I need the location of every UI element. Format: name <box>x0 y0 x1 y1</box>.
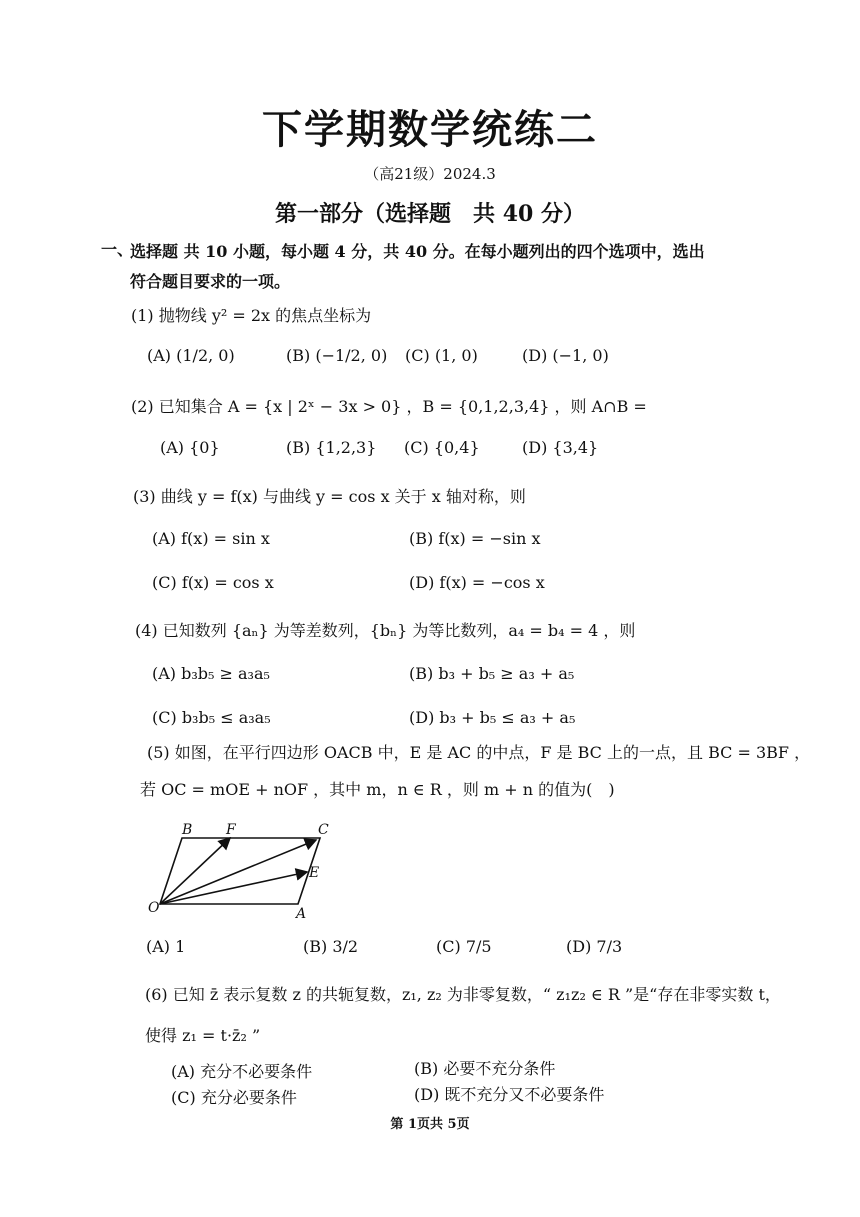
vector-oe <box>160 872 307 904</box>
question-4-option-c: (C) b₃b₅ ≤ a₃a₅ <box>152 708 271 727</box>
question-2-option-c: (C) {0,4} <box>404 438 480 457</box>
question-3-option-d: (D) f(x) = −cos x <box>409 573 545 592</box>
question-4-option-a: (A) b₃b₅ ≥ a₃a₅ <box>152 664 270 683</box>
question-4-option-b: (B) b₃ + b₅ ≥ a₃ + a₅ <box>409 664 575 683</box>
label-b: B <box>182 822 193 838</box>
question-2-option-d: (D) {3,4} <box>522 438 599 457</box>
question-5-option-b: (B) 3/2 <box>303 937 359 956</box>
page-title: 下学期数学统练二 <box>262 106 598 153</box>
label-a: A <box>296 906 307 920</box>
question-1-option-b: (B) (−1/2, 0) <box>286 346 388 365</box>
section-instructions: 选择题 共 10 小题，每小题 4 分，共 40 分。在每小题列出的四个选项中，选出符合题目要求的一项。 <box>130 242 705 291</box>
page-footer: 第 1页共 5页 <box>390 1117 470 1132</box>
parallelogram-figure <box>140 820 340 920</box>
part-heading: 第一部分（选择题 共 40 分） <box>275 201 585 227</box>
question-2-option-b: (B) {1,2,3} <box>286 438 377 457</box>
question-5-option-a: (A) 1 <box>146 937 186 956</box>
question-1-option-c: (C) (1, 0) <box>405 346 478 365</box>
label-o: O <box>148 900 160 916</box>
question-6-option-a: (A) 充分不必要条件 <box>171 1062 313 1081</box>
question-6-stem-line2: 使得 z₁ = t·z̄₂ ” <box>145 1026 261 1045</box>
question-3-option-c: (C) f(x) = cos x <box>152 573 274 592</box>
question-5-option-c: (C) 7/5 <box>436 937 492 956</box>
question-5-stem: (5) 如图，在平行四边形 OACB 中，E 是 AC 的中点，F 是 BC 上的一点，且 BC = 3BF ， <box>147 743 811 762</box>
label-e: E <box>309 865 320 881</box>
question-4-stem: (4) 已知数列 {aₙ} 为等差数列，{bₙ} 为等比数列，a₄ = b₄ = 4 ，则 <box>135 621 636 640</box>
question-3-stem: (3) 曲线 y = f(x) 与曲线 y = cos x 关于 x 轴对称，则 <box>133 487 526 506</box>
vector-oc <box>160 840 316 904</box>
question-1-stem: (1) 抛物线 y² = 2x 的焦点坐标为 <box>131 306 372 325</box>
page-subtitle: （高21级）2024.3 <box>364 165 496 183</box>
question-2-stem: (2) 已知集合 A = {x | 2ˣ − 3x > 0} ，B = {0,1,2,3,4} ，则 A∩B = <box>131 397 647 416</box>
label-f: F <box>226 822 236 838</box>
question-3-option-b: (B) f(x) = −sin x <box>409 529 541 548</box>
question-4-option-d: (D) b₃ + b₅ ≤ a₃ + a₅ <box>409 708 576 727</box>
section-number: 一、 <box>101 240 134 259</box>
question-6-option-d: (D) 既不充分又不必要条件 <box>414 1085 605 1104</box>
question-5-stem-line2: 若 OC = mOE + nOF ，其中 m，n ∈ R ，则 m + n 的值为( ) <box>140 780 615 799</box>
question-1-option-a: (A) (1/2, 0) <box>147 346 235 365</box>
question-3-option-a: (A) f(x) = sin x <box>152 529 270 548</box>
question-5-option-d: (D) 7/3 <box>566 937 623 956</box>
question-6-stem: (6) 已知 z̄ 表示复数 z 的共轭复数，z₁, z₂ 为非零复数，“ z₁z₂ ∈ R ”是“存在非零实数 t， <box>145 985 781 1004</box>
label-c: C <box>318 822 329 838</box>
question-6-option-c: (C) 充分必要条件 <box>171 1088 297 1107</box>
question-1-option-d: (D) (−1, 0) <box>522 346 609 365</box>
question-6-option-b: (B) 必要不充分条件 <box>414 1059 556 1078</box>
question-2-option-a: (A) {0} <box>160 438 220 457</box>
